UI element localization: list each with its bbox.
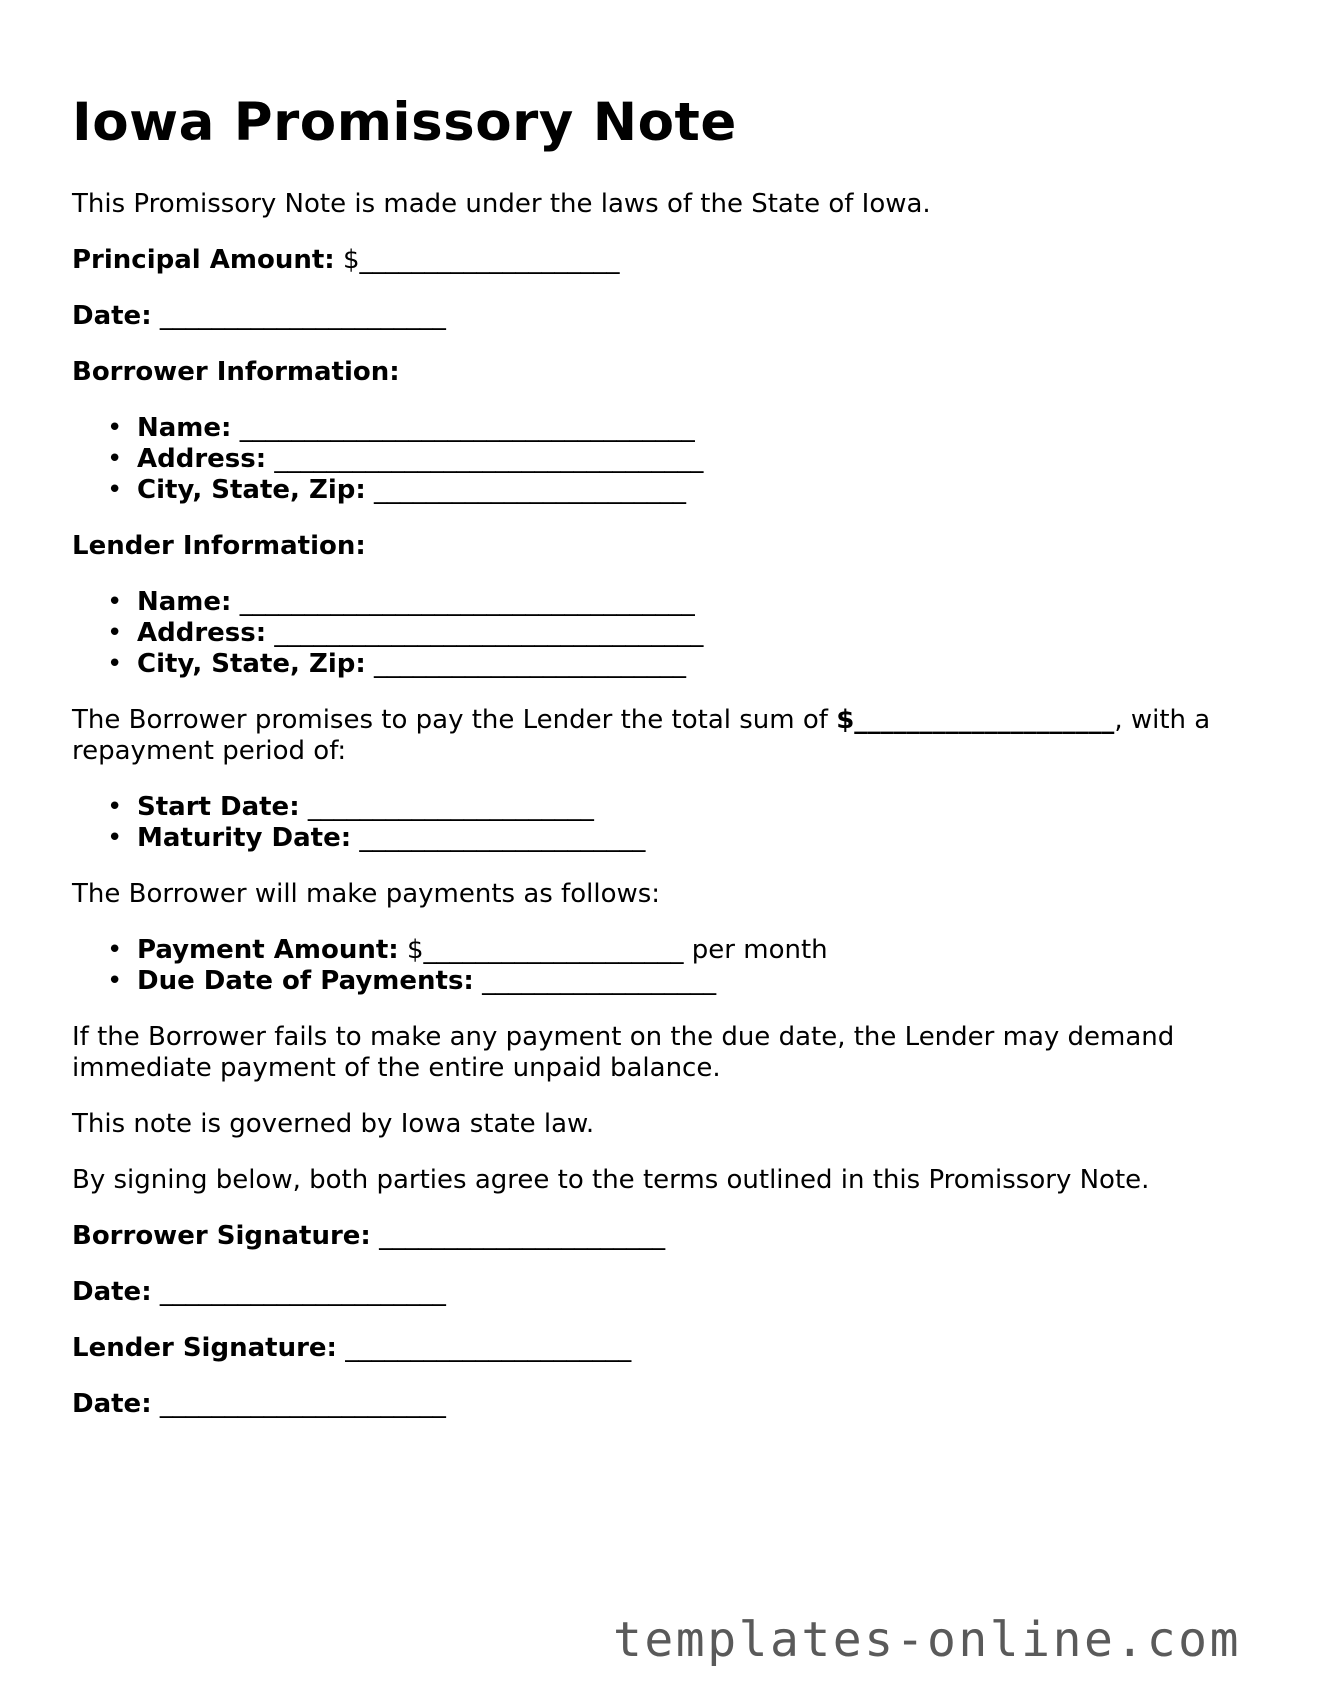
date-label: Date: [72, 301, 152, 331]
bullet-icon: • [107, 444, 123, 474]
payment-amount-label: Payment Amount: [137, 935, 399, 965]
lender-signature-field[interactable]: ______________________ [345, 1333, 632, 1363]
bullet-icon: • [107, 823, 123, 853]
borrower-date-row [72, 1276, 446, 1308]
lender-signature-label: Lender Signature: [72, 1333, 337, 1363]
start-date-label: Start Date: [137, 792, 300, 822]
lender-address-field[interactable]: _________________________________ [274, 618, 704, 648]
borrower-name-field[interactable]: ___________________________________ [239, 413, 695, 443]
lender-address-label: Address: [137, 618, 267, 648]
payments-intro: The Borrower will make payments as follows: [72, 879, 661, 909]
principal-amount-label: Principal Amount: [72, 245, 335, 275]
lender-city-item [107, 648, 687, 680]
start-date-field[interactable]: ______________________ [307, 792, 594, 822]
default-clause-line2: immediate payment of the entire unpaid balance. [72, 1053, 721, 1083]
borrower-city-label: City, State, Zip: [137, 475, 366, 505]
date-row [72, 300, 446, 332]
borrower-address-field[interactable]: _________________________________ [274, 444, 704, 474]
page-title: Iowa Promissory Note [72, 92, 737, 153]
principal-amount-row [72, 244, 619, 276]
borrower-name-item [107, 412, 695, 444]
date-field[interactable]: ______________________ [159, 301, 446, 331]
governing-law: This note is governed by Iowa state law. [72, 1109, 595, 1139]
sum-sentence-before: The Borrower promises to pay the Lender the total sum of [72, 705, 837, 735]
borrower-signature-field[interactable]: ______________________ [379, 1221, 666, 1251]
bullet-icon: • [107, 413, 123, 443]
default-clause-line1: If the Borrower fails to make any payment on the due date, the Lender may demand [72, 1022, 1175, 1052]
sum-sentence-line1 [72, 704, 1210, 736]
bullet-icon: • [107, 618, 123, 648]
due-date-label: Due Date of Payments: [137, 966, 474, 996]
bullet-icon: • [107, 966, 123, 996]
due-date-item [107, 965, 717, 997]
maturity-date-label: Maturity Date: [137, 823, 352, 853]
due-date-field[interactable]: __________________ [482, 966, 717, 996]
bullet-icon: • [107, 649, 123, 679]
lender-signature-row [72, 1332, 631, 1364]
lender-date-row [72, 1388, 446, 1420]
sum-sentence-after: , with a [1114, 705, 1211, 735]
borrower-signature-label: Borrower Signature: [72, 1221, 371, 1251]
lender-date-label: Date: [72, 1389, 152, 1419]
watermark: templates-online.com [613, 1612, 1241, 1668]
borrower-name-label: Name: [137, 413, 232, 443]
lender-name-field[interactable]: ___________________________________ [239, 587, 695, 617]
borrower-city-field[interactable]: ________________________ [374, 475, 687, 505]
lender-date-field[interactable]: ______________________ [159, 1389, 446, 1419]
lender-city-label: City, State, Zip: [137, 649, 366, 679]
lender-name-item [107, 586, 695, 618]
lender-heading: Lender Information: [72, 531, 366, 561]
borrower-address-label: Address: [137, 444, 267, 474]
bullet-icon: • [107, 475, 123, 505]
maturity-date-field[interactable]: ______________________ [359, 823, 646, 853]
bullet-icon: • [107, 935, 123, 965]
borrower-city-item [107, 474, 687, 506]
payment-amount-suffix: per month [691, 935, 828, 965]
intro-text: This Promissory Note is made under the laws of the State of Iowa. [72, 189, 931, 219]
bullet-icon: • [107, 792, 123, 822]
borrower-signature-row [72, 1220, 665, 1252]
agreement-text: By signing below, both parties agree to the terms outlined in this Promissory Note. [72, 1165, 1150, 1195]
sum-sentence-line2: repayment period of: [72, 736, 347, 766]
lender-city-field[interactable]: ________________________ [374, 649, 687, 679]
lender-address-item [107, 617, 704, 649]
bullet-icon: • [107, 587, 123, 617]
borrower-address-item [107, 443, 704, 475]
payment-amount-item [107, 934, 828, 966]
principal-amount-field[interactable]: $____________________ [342, 245, 620, 275]
borrower-heading: Borrower Information: [72, 357, 400, 387]
payment-amount-field[interactable]: $____________________ [406, 935, 684, 965]
maturity-date-item [107, 822, 646, 854]
borrower-date-field[interactable]: ______________________ [159, 1277, 446, 1307]
start-date-item [107, 791, 594, 823]
lender-name-label: Name: [137, 587, 232, 617]
total-sum-field[interactable]: $____________________ [836, 705, 1115, 735]
borrower-date-label: Date: [72, 1277, 152, 1307]
